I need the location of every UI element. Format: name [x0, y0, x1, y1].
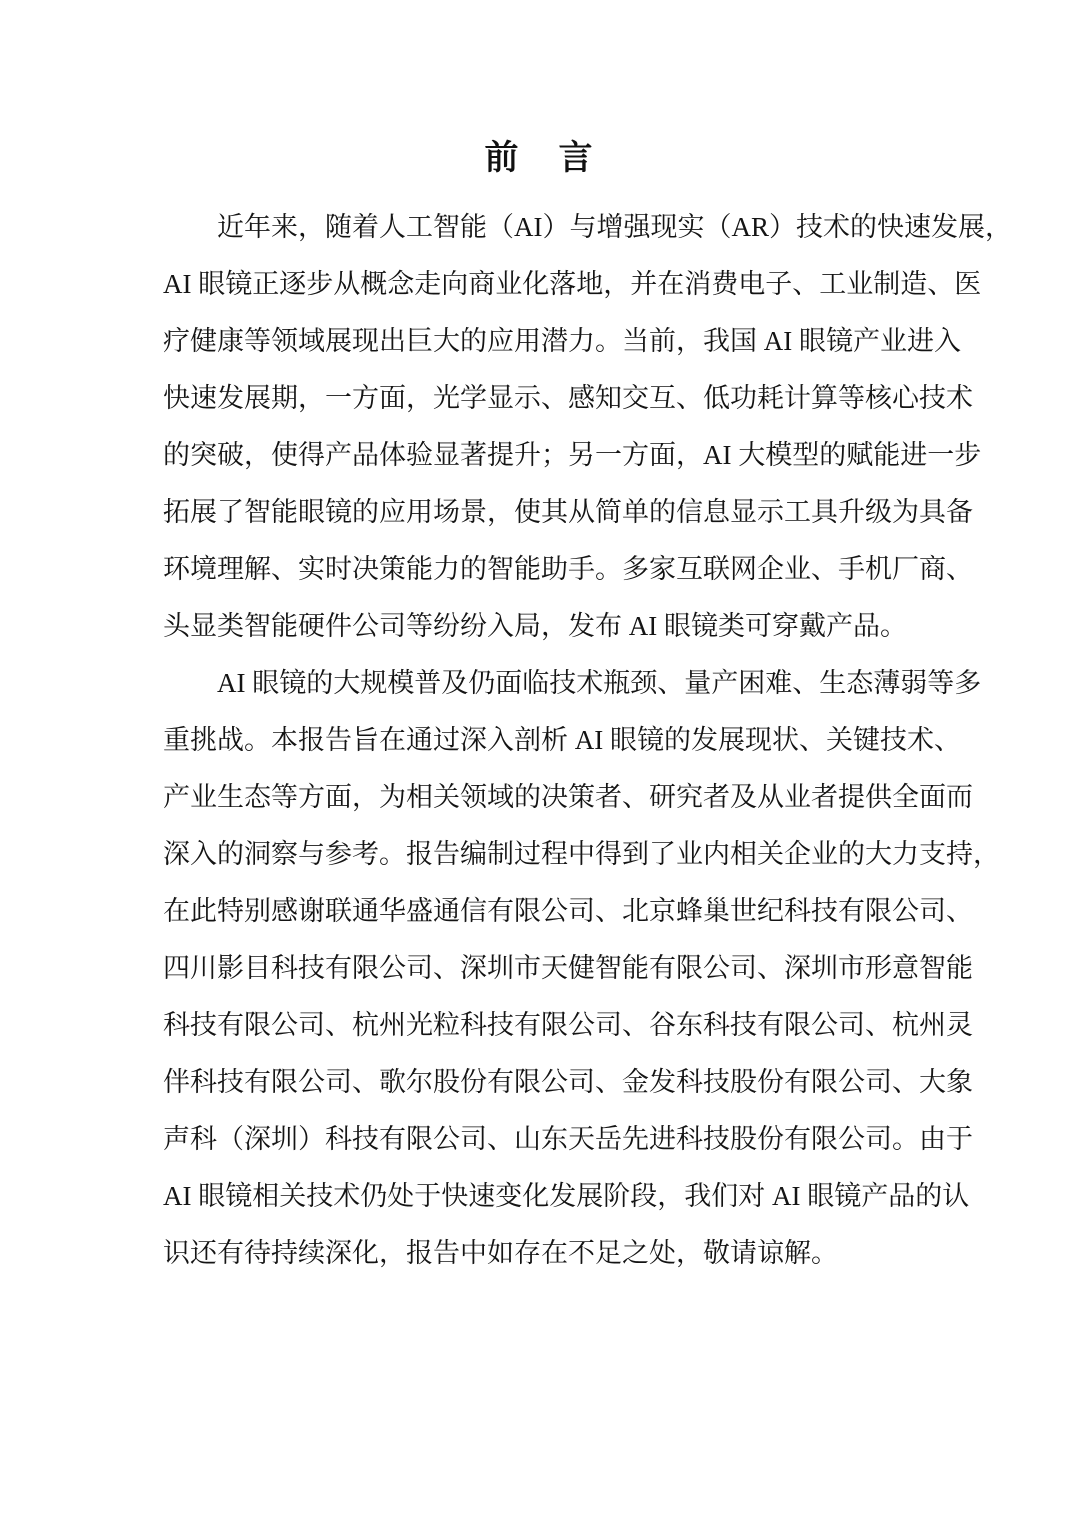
- text-line: 疗健康等领域展现出巨大的应用潜力。当前，我国 AI 眼镜产业进入: [163, 326, 961, 356]
- paragraph-intro: [163, 199, 1012, 655]
- text-line: 四川影目科技有限公司、深圳市天健智能有限公司、深圳市形意智能: [163, 953, 973, 983]
- text-line: 在此特别感谢联通华盛通信有限公司、北京蜂巢世纪科技有限公司、: [163, 896, 973, 926]
- text-line: AI 眼镜正逐步从概念走向商业化落地，并在消费电子、工业制造、医: [163, 269, 982, 299]
- text-line: AI 眼镜的大规模普及仍面临技术瓶颈、量产困难、生态薄弱等多: [217, 668, 982, 698]
- text-line: 拓展了智能眼镜的应用场景，使其从简单的信息显示工具升级为具备: [163, 497, 973, 527]
- text-line: 环境理解、实时决策能力的智能助手。多家互联网企业、手机厂商、: [163, 554, 973, 584]
- text-line: AI 眼镜相关技术仍处于快速变化发展阶段，我们对 AI 眼镜产品的认: [163, 1181, 970, 1211]
- text-line: 重挑战。本报告旨在通过深入剖析 AI 眼镜的发展现状、关键技术、: [163, 725, 961, 755]
- text-line: 近年来，随着人工智能（AI）与增强现实（AR）技术的快速发展，: [217, 212, 1012, 242]
- text-line: 识还有待持续深化，报告中如存在不足之处，敬请谅解。: [163, 1238, 838, 1268]
- paragraph-acknowledgements: [163, 655, 1000, 1282]
- document-body: [163, 199, 1012, 1282]
- text-line: 快速发展期，一方面，光学显示、感知交互、低功耗计算等核心技术: [163, 383, 973, 413]
- text-line: 科技有限公司、杭州光粒科技有限公司、谷东科技有限公司、杭州灵: [163, 1010, 973, 1040]
- text-line: 的突破，使得产品体验显著提升；另一方面，AI 大模型的赋能进一步: [163, 440, 982, 470]
- text-line: 声科（深圳）科技有限公司、山东天岳先进科技股份有限公司。由于: [163, 1124, 973, 1154]
- text-line: 伴科技有限公司、歌尔股份有限公司、金发科技股份有限公司、大象: [163, 1067, 973, 1097]
- page-title: 前 言: [484, 138, 596, 178]
- text-line: 头显类智能硬件公司等纷纷入局，发布 AI 眼镜类可穿戴产品。: [163, 611, 907, 641]
- text-line: 深入的洞察与参考。报告编制过程中得到了业内相关企业的大力支持，: [163, 839, 1000, 869]
- text-line: 产业生态等方面，为相关领域的决策者、研究者及从业者提供全面而: [163, 782, 973, 812]
